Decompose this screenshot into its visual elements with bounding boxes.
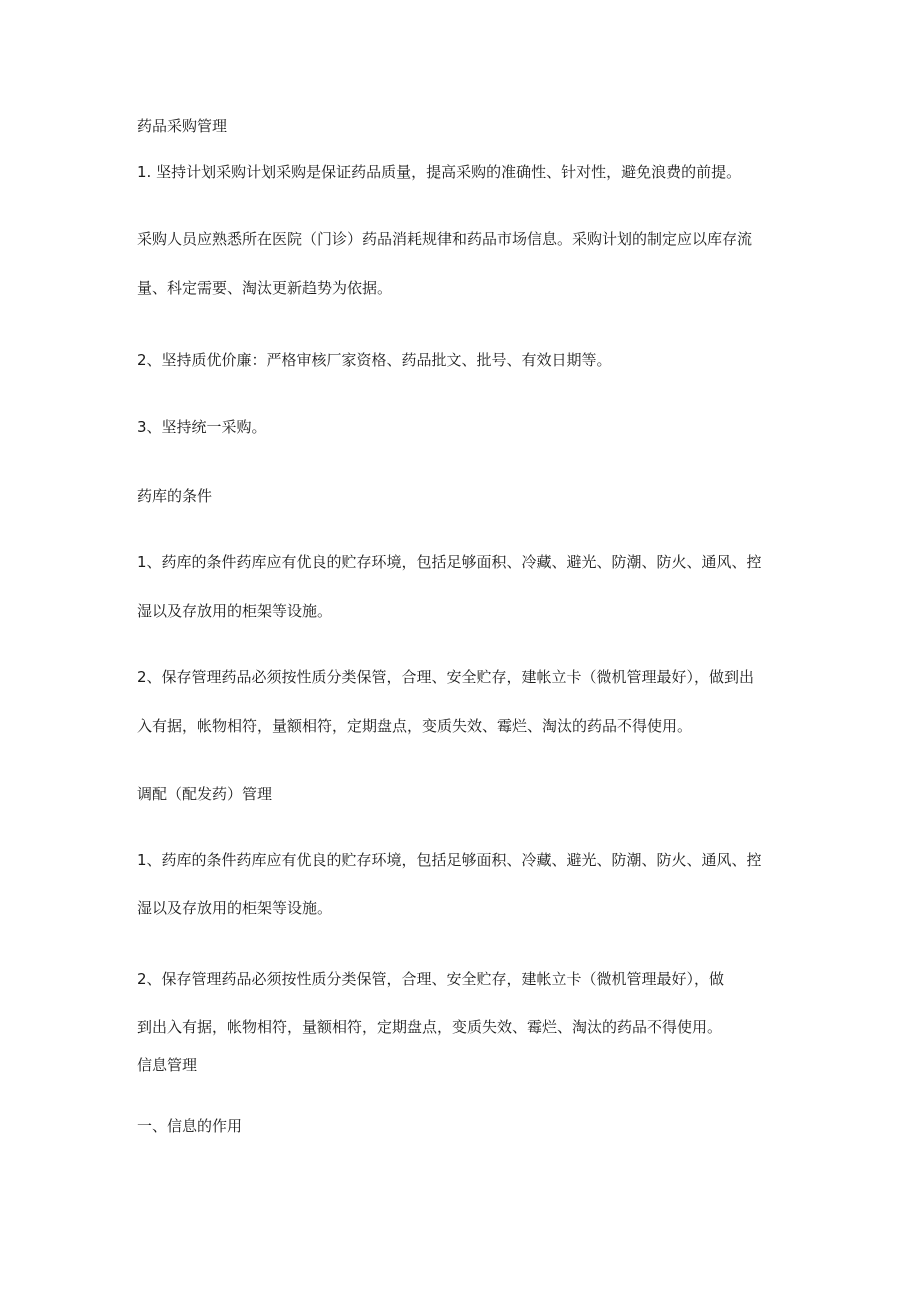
- subheading-information-role: 一、信息的作用: [137, 1117, 243, 1135]
- paragraph-line: 1、药库的条件药库应有优良的贮存环境，包括足够面积、冷藏、避光、防潮、防火、通风、控: [137, 553, 762, 571]
- heading-storage: 药库的条件: [137, 487, 213, 505]
- paragraph-line: 湿以及存放用的柜架等设施。: [137, 602, 333, 620]
- paragraph-line: 入有据，帐物相符，量额相符，定期盘点，变质失效、霉烂、淘汰的药品不得使用。: [137, 717, 693, 735]
- heading-procurement: 药品采购管理: [137, 117, 228, 135]
- paragraph-line: 湿以及存放用的柜架等设施。: [137, 899, 333, 917]
- paragraph-line: 2、保存管理药品必须按性质分类保管，合理、安全贮存，建帐立卡（微机管理最好），做: [137, 970, 725, 988]
- heading-information: 信息管理: [137, 1056, 198, 1074]
- paragraph-line: 2、坚持质优价廉：严格审核厂家资格、药品批文、批号、有效日期等。: [137, 351, 612, 369]
- heading-dispensing: 调配（配发药）管理: [137, 785, 273, 803]
- paragraph-line: 量、科定需要、淘汰更新趋势为依据。: [137, 279, 393, 297]
- paragraph-line: 1. 坚持计划采购计划采购是保证药品质量，提高采购的准确性、针对性，避免浪费的前提。: [137, 163, 742, 181]
- paragraph-line: 3、坚持统一采购。: [137, 418, 267, 436]
- paragraph-line: 1、药库的条件药库应有优良的贮存环境，包括足够面积、冷藏、避光、防潮、防火、通风、控: [137, 851, 762, 869]
- paragraph-line: 采购人员应熟悉所在医院（门诊）药品消耗规律和药品市场信息。采购计划的制定应以库存流: [137, 230, 753, 248]
- paragraph-line: 到出入有据，帐物相符，量额相符，定期盘点，变质失效、霉烂、淘汰的药品不得使用。: [137, 1018, 723, 1036]
- paragraph-line: 2、保存管理药品必须按性质分类保管，合理、安全贮存，建帐立卡（微机管理最好），做到出: [137, 668, 755, 686]
